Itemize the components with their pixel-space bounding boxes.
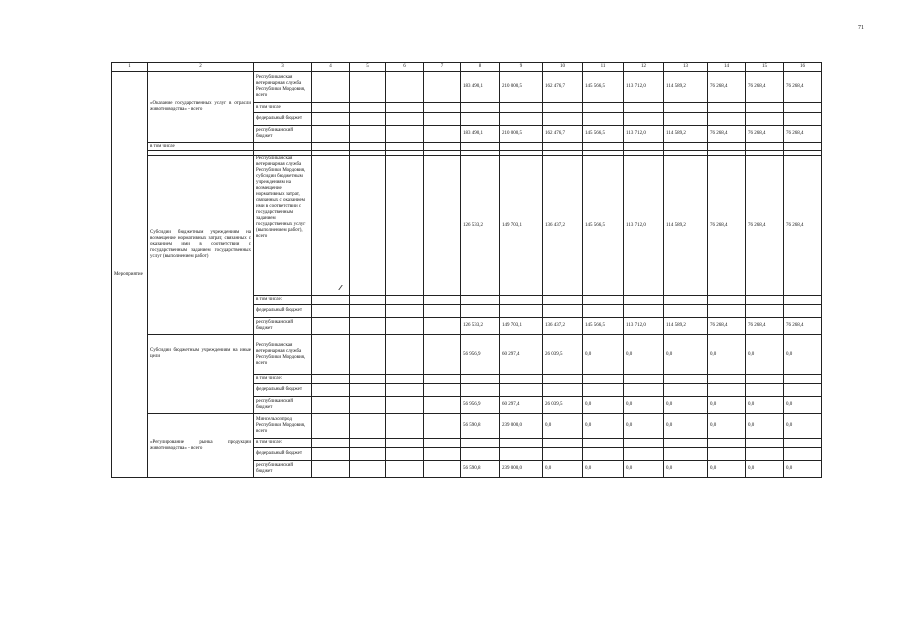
empty-cell [664, 103, 708, 113]
empty-cell [350, 439, 386, 448]
empty-cell [461, 384, 500, 397]
empty-cell [386, 448, 424, 461]
value-cell: 149 703,1 [500, 156, 543, 296]
header-cell: 1 [112, 63, 148, 72]
value-cell: 136 437,2 [543, 156, 583, 296]
empty-cell [350, 335, 386, 375]
value-cell: 76 268,4 [784, 156, 822, 296]
empty-cell [350, 305, 386, 318]
header-cell: 5 [350, 63, 386, 72]
empty-cell [312, 335, 350, 375]
value-cell: 0,0 [664, 414, 708, 439]
value-cell: 76 268,4 [708, 318, 746, 335]
empty-cell [624, 296, 664, 305]
source-cell: Республиканская ветеринарная служба Республики Мордовия, всего [254, 72, 312, 103]
empty-cell [424, 318, 461, 335]
source-cell: республиканский бюджет [254, 126, 312, 143]
source-cell: Республиканская ветеринарная служба Республики Мордовия, всего [254, 335, 312, 375]
value-cell: 145 566,5 [583, 72, 624, 103]
source-cell: федеральный бюджет [254, 448, 312, 461]
value-cell: 0,0 [583, 461, 624, 478]
empty-cell [543, 305, 583, 318]
empty-cell [312, 384, 350, 397]
empty-cell [543, 384, 583, 397]
value-cell: 0,0 [543, 461, 583, 478]
event-name-cell: «Регулирование рынка продукции животноводства» - всего [148, 414, 254, 478]
empty-cell [424, 335, 461, 375]
empty-cell [543, 439, 583, 448]
empty-cell [746, 103, 784, 113]
value-cell: 0,0 [583, 414, 624, 439]
value-cell: 76 268,4 [746, 72, 784, 103]
budget-table-sheet [111, 62, 821, 478]
empty-cell [386, 305, 424, 318]
empty-cell [708, 143, 746, 151]
empty-cell [784, 103, 822, 113]
empty-cell [500, 375, 543, 384]
empty-cell [664, 375, 708, 384]
subheading-cell: в том числе [148, 143, 254, 151]
value-cell: 0,0 [624, 397, 664, 414]
empty-cell [312, 461, 350, 478]
empty-cell [583, 439, 624, 448]
value-cell: 145 566,5 [583, 126, 624, 143]
empty-cell [746, 305, 784, 318]
value-cell: 0,0 [746, 335, 784, 375]
value-cell: 0,0 [708, 335, 746, 375]
value-cell: 0,0 [624, 335, 664, 375]
empty-cell [708, 305, 746, 318]
event-name-cell: Субсидии бюджетным учреждениям на возмещение нормативных затрат, связанных с оказанием ими в соответствии с государственным заданием государственных услуг (выполнением работ) [148, 156, 254, 335]
table-row [112, 335, 822, 375]
value-cell: 56 590,8 [461, 414, 500, 439]
empty-cell [461, 143, 500, 151]
empty-cell [312, 126, 350, 143]
table-row [112, 72, 822, 103]
value-cell: 0,0 [746, 461, 784, 478]
source-cell: республиканский бюджет [254, 461, 312, 478]
value-cell: 0,0 [543, 414, 583, 439]
header-cell: 7 [424, 63, 461, 72]
empty-cell [746, 384, 784, 397]
value-cell: 0,0 [746, 414, 784, 439]
empty-cell [500, 296, 543, 305]
header-cell: 12 [624, 63, 664, 72]
empty-cell [386, 414, 424, 439]
value-cell: 0,0 [784, 397, 822, 414]
empty-cell [583, 113, 624, 126]
value-cell: 114 589,2 [664, 156, 708, 296]
value-cell: 76 268,4 [708, 126, 746, 143]
empty-cell [350, 156, 386, 296]
value-cell: 76 268,4 [746, 126, 784, 143]
empty-cell [350, 414, 386, 439]
value-cell: 76 268,4 [708, 156, 746, 296]
value-cell: 114 589,2 [664, 72, 708, 103]
empty-cell [624, 305, 664, 318]
empty-cell [583, 143, 624, 151]
empty-cell [664, 113, 708, 126]
value-cell: 76 268,4 [784, 318, 822, 335]
event-name-cell: Субсидии бюджетным учреждениям на иные цели [148, 335, 254, 414]
header-cell: 3 [254, 63, 312, 72]
empty-cell [312, 448, 350, 461]
empty-cell [500, 103, 543, 113]
empty-cell [746, 375, 784, 384]
empty-cell [424, 72, 461, 103]
value-cell: 0,0 [664, 461, 708, 478]
value-cell: 0,0 [624, 461, 664, 478]
budget-table [111, 62, 822, 478]
value-cell: 0,0 [708, 414, 746, 439]
empty-cell [386, 461, 424, 478]
empty-cell [583, 448, 624, 461]
value-cell: 126 533,2 [461, 318, 500, 335]
page-number: 71 [858, 25, 864, 31]
value-cell: 60 297,4 [500, 335, 543, 375]
empty-cell [664, 296, 708, 305]
empty-cell [424, 113, 461, 126]
empty-cell [350, 296, 386, 305]
table-row [112, 414, 822, 439]
empty-cell [386, 103, 424, 113]
empty-cell [583, 384, 624, 397]
source-cell: в том числе: [254, 375, 312, 384]
empty-cell [386, 72, 424, 103]
empty-cell [708, 375, 746, 384]
empty-cell [664, 143, 708, 151]
value-cell: 0,0 [664, 335, 708, 375]
value-cell: 76 268,4 [746, 156, 784, 296]
empty-cell [543, 113, 583, 126]
empty-cell [424, 414, 461, 439]
value-cell: 0,0 [583, 335, 624, 375]
source-cell: республиканский бюджет [254, 397, 312, 414]
empty-cell [424, 461, 461, 478]
empty-cell [424, 439, 461, 448]
source-cell: Минсельхозпрод Республики Мордовия, всего [254, 414, 312, 439]
empty-cell [350, 72, 386, 103]
empty-cell [461, 103, 500, 113]
empty-cell [746, 448, 784, 461]
empty-cell [664, 305, 708, 318]
value-cell: 0,0 [708, 461, 746, 478]
empty-cell [784, 305, 822, 318]
source-cell: федеральный бюджет [254, 113, 312, 126]
source-cell: в том числе: [254, 439, 312, 448]
empty-cell [386, 156, 424, 296]
empty-cell [312, 318, 350, 335]
empty-cell [624, 439, 664, 448]
empty-cell [312, 296, 350, 305]
empty-cell [500, 448, 543, 461]
value-cell: 239 000,0 [500, 414, 543, 439]
empty-cell [543, 103, 583, 113]
empty-cell [500, 113, 543, 126]
header-cell: 4 [312, 63, 350, 72]
value-cell: 149 703,1 [500, 318, 543, 335]
header-cell: 16 [784, 63, 822, 72]
empty-cell [386, 397, 424, 414]
empty-cell [583, 296, 624, 305]
empty-cell [350, 397, 386, 414]
empty-cell [624, 143, 664, 151]
empty-cell [461, 448, 500, 461]
value-cell: 210 000,5 [500, 126, 543, 143]
value-cell: 113 712,0 [624, 72, 664, 103]
empty-cell [784, 448, 822, 461]
empty-cell [312, 143, 350, 151]
source-cell: в том числе: [254, 296, 312, 305]
empty-cell [500, 384, 543, 397]
source-cell: федеральный бюджет [254, 305, 312, 318]
value-cell: 56 956,9 [461, 397, 500, 414]
empty-cell [624, 384, 664, 397]
event-name-cell: «Оказание государственных услуг в отрасли животноводства» - всего [148, 72, 254, 143]
table-row [112, 156, 822, 296]
empty-cell [386, 296, 424, 305]
value-cell: 26 039,5 [543, 397, 583, 414]
value-cell: 0,0 [784, 461, 822, 478]
value-cell: 183 490,1 [461, 126, 500, 143]
value-cell: 114 589,2 [664, 318, 708, 335]
empty-cell [746, 439, 784, 448]
source-cell: федеральный бюджет [254, 384, 312, 397]
empty-cell [664, 448, 708, 461]
value-cell: 113 712,0 [624, 126, 664, 143]
empty-cell [461, 296, 500, 305]
empty-cell [583, 103, 624, 113]
empty-cell [746, 296, 784, 305]
empty-cell [461, 113, 500, 126]
empty-cell [784, 143, 822, 151]
empty-cell [254, 143, 312, 151]
empty-cell [386, 375, 424, 384]
value-cell: 0,0 [664, 397, 708, 414]
empty-cell [350, 461, 386, 478]
empty-cell [708, 296, 746, 305]
empty-cell [461, 439, 500, 448]
header-cell: 9 [500, 63, 543, 72]
empty-cell [312, 113, 350, 126]
empty-cell [312, 375, 350, 384]
empty-cell [746, 113, 784, 126]
empty-cell [386, 384, 424, 397]
value-cell: 136 437,2 [543, 318, 583, 335]
source-cell: в том числе [254, 103, 312, 113]
value-cell: 0,0 [708, 397, 746, 414]
value-cell: 0,0 [624, 414, 664, 439]
empty-cell [664, 384, 708, 397]
value-cell: 162 476,7 [543, 126, 583, 143]
empty-cell [386, 143, 424, 151]
value-cell: 0,0 [746, 397, 784, 414]
empty-cell [350, 375, 386, 384]
value-cell: 183 490,1 [461, 72, 500, 103]
header-cell: 8 [461, 63, 500, 72]
source-cell: республиканский бюджет [254, 318, 312, 335]
empty-cell [583, 305, 624, 318]
empty-cell [583, 375, 624, 384]
empty-cell [424, 397, 461, 414]
empty-cell [350, 143, 386, 151]
empty-cell [350, 103, 386, 113]
empty-cell [461, 305, 500, 318]
empty-cell [708, 384, 746, 397]
value-cell: 76 268,4 [708, 72, 746, 103]
empty-cell [500, 305, 543, 318]
value-cell: 126 533,2 [461, 156, 500, 296]
empty-cell [784, 439, 822, 448]
empty-cell [424, 305, 461, 318]
empty-cell [500, 143, 543, 151]
empty-cell [624, 448, 664, 461]
header-cell: 13 [664, 63, 708, 72]
value-cell: 26 039,5 [543, 335, 583, 375]
empty-cell [386, 113, 424, 126]
empty-cell [312, 156, 350, 296]
source-cell: Республиканская ветеринарная служба Республики Мордовия, субсидии бюджетным учреждениям на возмещение нормативных затрат, связанных с оказанием ими в соответствии с государственным заданием государственных услуг (выполнением работ), всего [254, 156, 312, 296]
row-label-cell: Мероприятие [112, 72, 148, 478]
empty-cell [386, 318, 424, 335]
empty-cell [312, 72, 350, 103]
value-cell: 145 566,5 [583, 318, 624, 335]
value-cell: 162 476,7 [543, 72, 583, 103]
empty-cell [624, 103, 664, 113]
empty-cell [624, 375, 664, 384]
empty-cell [312, 103, 350, 113]
empty-cell [500, 439, 543, 448]
empty-cell [424, 448, 461, 461]
value-cell: 114 589,2 [664, 126, 708, 143]
empty-cell [424, 375, 461, 384]
empty-cell [784, 384, 822, 397]
empty-cell [784, 375, 822, 384]
value-cell: 113 712,0 [624, 156, 664, 296]
value-cell: 76 268,4 [784, 126, 822, 143]
value-cell: 60 297,4 [500, 397, 543, 414]
empty-cell [543, 375, 583, 384]
header-cell: 6 [386, 63, 424, 72]
empty-cell [424, 296, 461, 305]
empty-cell [708, 103, 746, 113]
empty-cell [350, 113, 386, 126]
empty-cell [424, 156, 461, 296]
empty-cell [312, 439, 350, 448]
empty-cell [312, 414, 350, 439]
empty-cell [424, 103, 461, 113]
value-cell: 56 590,8 [461, 461, 500, 478]
table-row [112, 143, 822, 151]
empty-cell [708, 113, 746, 126]
empty-cell [312, 305, 350, 318]
empty-cell [543, 143, 583, 151]
header-cell: 15 [746, 63, 784, 72]
empty-cell [784, 296, 822, 305]
empty-cell [350, 384, 386, 397]
value-cell: 145 566,5 [583, 156, 624, 296]
empty-cell [543, 296, 583, 305]
empty-cell [386, 439, 424, 448]
empty-cell [424, 126, 461, 143]
empty-cell [424, 143, 461, 151]
empty-cell [386, 126, 424, 143]
header-cell: 2 [148, 63, 254, 72]
value-cell: 76 268,4 [746, 318, 784, 335]
empty-cell [708, 439, 746, 448]
empty-cell [543, 448, 583, 461]
empty-cell [746, 143, 784, 151]
header-row [112, 63, 822, 72]
header-cell: 14 [708, 63, 746, 72]
empty-cell [624, 113, 664, 126]
empty-cell [784, 113, 822, 126]
empty-cell [461, 375, 500, 384]
header-cell: 10 [543, 63, 583, 72]
value-cell: 239 000,0 [500, 461, 543, 478]
empty-cell [424, 384, 461, 397]
empty-cell [350, 448, 386, 461]
empty-cell [350, 126, 386, 143]
value-cell: 0,0 [784, 414, 822, 439]
value-cell: 113 712,0 [624, 318, 664, 335]
value-cell: 0,0 [784, 335, 822, 375]
empty-cell [664, 439, 708, 448]
empty-cell [350, 318, 386, 335]
value-cell: 210 000,5 [500, 72, 543, 103]
empty-cell [312, 397, 350, 414]
value-cell: 76 268,4 [784, 72, 822, 103]
empty-cell [708, 448, 746, 461]
header-cell: 11 [583, 63, 624, 72]
empty-cell [386, 335, 424, 375]
value-cell: 56 956,9 [461, 335, 500, 375]
value-cell: 0,0 [583, 397, 624, 414]
